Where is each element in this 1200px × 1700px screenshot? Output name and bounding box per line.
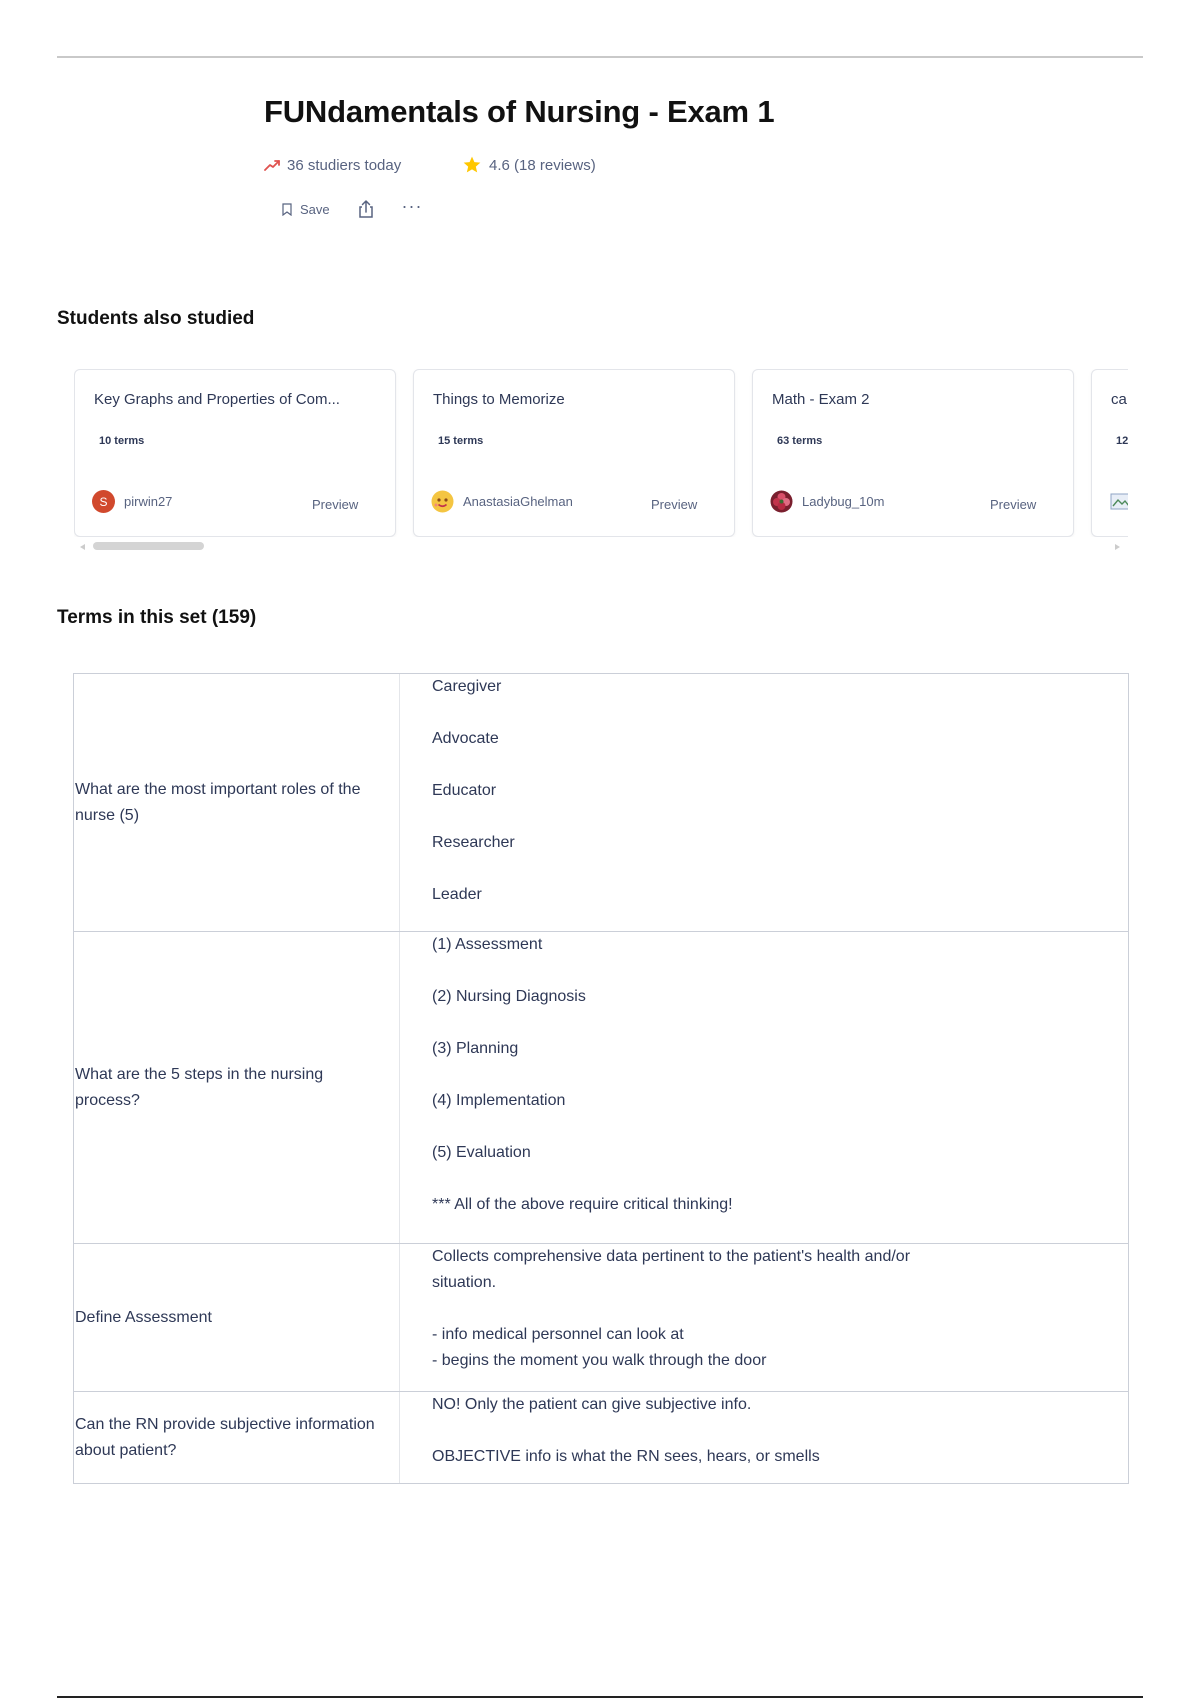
avatar (1109, 490, 1128, 513)
answer-line (432, 958, 1128, 984)
card-title: ca (1111, 391, 1127, 408)
card-title: Key Graphs and Properties of Com... (94, 391, 340, 408)
related-set-card[interactable] (752, 369, 1074, 537)
term-question: What are the 5 steps in the nursing process? (74, 932, 400, 1243)
related-set-card[interactable] (413, 369, 735, 537)
studiers-today (264, 154, 401, 176)
answer-line (432, 752, 1128, 778)
answer-line (432, 804, 1128, 830)
answer-line: (2) Nursing Diagnosis (432, 988, 586, 1005)
answer-line (432, 1166, 1128, 1192)
answer-line (432, 1010, 1128, 1036)
terms-table (73, 673, 1129, 1484)
card-term-count: 15 terms (438, 435, 484, 447)
answer-line (432, 1418, 1128, 1444)
answer-line: Advocate (432, 730, 499, 747)
term-question: Define Assessment (74, 1244, 400, 1391)
term-row (74, 931, 1128, 1243)
broken-image-icon (1109, 490, 1128, 513)
card-author[interactable] (431, 490, 573, 513)
related-set-card[interactable] (1091, 369, 1128, 537)
author-name: AnastasiaGhelman (463, 494, 573, 509)
term-question: What are the most important roles of the nurse (5) (74, 674, 400, 931)
term-row (74, 1391, 1128, 1483)
answer-line: - begins the moment you walk through the door (432, 1352, 767, 1369)
term-answer (400, 932, 1128, 1243)
answer-line: (5) Evaluation (432, 1144, 531, 1161)
answer-line: OBJECTIVE info is what the RN sees, hears, or smells (432, 1448, 820, 1465)
avatar: S (92, 490, 115, 513)
scroll-left-arrow-icon[interactable] (80, 544, 85, 550)
avatar (770, 490, 793, 513)
set-actions (282, 196, 424, 222)
avatar (431, 490, 454, 513)
answer-line: - info medical personnel can look at (432, 1326, 684, 1343)
rating-text: 4.6 (18 reviews) (489, 156, 596, 174)
answer-line (432, 856, 1128, 882)
card-author[interactable] (1109, 490, 1128, 513)
rating[interactable] (462, 154, 596, 176)
preview-button[interactable]: Preview (990, 497, 1037, 512)
flower-avatar-icon (770, 490, 793, 513)
answer-line: *** All of the above require critical thinking! (432, 1196, 733, 1213)
page-title: FUNdamentals of Nursing - Exam 1 (264, 94, 775, 129)
answer-line: situation. (432, 1274, 497, 1291)
answer-line (432, 1296, 1128, 1322)
preview-button[interactable]: Preview (312, 497, 359, 512)
term-answer (400, 1392, 1128, 1483)
bookmark-icon (282, 203, 292, 216)
card-term-count: 10 terms (99, 435, 145, 447)
answer-line: Educator (432, 782, 497, 799)
scroll-right-arrow-icon[interactable] (1115, 544, 1120, 550)
share-icon (357, 199, 375, 219)
studiers-count-text: 36 studiers today (287, 156, 402, 174)
answer-line: NO! Only the patient can give subjective info. (432, 1396, 752, 1413)
author-name: Ladybug_10m (802, 494, 885, 509)
answer-line: (4) Implementation (432, 1092, 566, 1109)
share-button[interactable] (354, 199, 378, 219)
term-row (74, 1243, 1128, 1391)
answer-line: Researcher (432, 834, 515, 851)
term-answer (400, 1244, 1128, 1391)
carousel-scrollbar[interactable] (74, 540, 1128, 552)
bottom-divider (57, 1696, 1143, 1698)
students-also-studied-heading: Students also studied (57, 308, 255, 329)
card-title: Things to Memorize (433, 391, 565, 408)
answer-line: Caregiver (432, 678, 502, 695)
answer-line: Leader (432, 886, 482, 903)
answer-line (432, 1114, 1128, 1140)
card-author[interactable] (92, 490, 172, 513)
answer-line: Collects comprehensive data pertinent to the patient's health and/or (432, 1248, 911, 1265)
term-answer (400, 674, 1128, 931)
emoji-face-icon (431, 490, 454, 513)
scrollbar-thumb[interactable] (93, 542, 204, 550)
term-question: Can the RN provide subjective information about patient? (74, 1392, 400, 1483)
card-author[interactable] (770, 490, 884, 513)
card-term-count: 12 (1116, 435, 1128, 447)
answer-line (432, 1062, 1128, 1088)
top-divider (57, 56, 1143, 58)
trending-up-icon (264, 159, 280, 171)
card-title: Math - Exam 2 (772, 391, 870, 408)
related-set-card[interactable] (74, 369, 396, 537)
card-term-count: 63 terms (777, 435, 823, 447)
answer-line: (3) Planning (432, 1040, 519, 1057)
save-label: Save (300, 201, 330, 217)
save-button[interactable] (282, 202, 342, 217)
answer-line: (1) Assessment (432, 936, 543, 953)
term-row (74, 674, 1128, 931)
more-options-button[interactable]: ··· (401, 196, 423, 216)
related-sets-carousel (74, 369, 1128, 537)
star-icon (462, 155, 482, 175)
answer-line (432, 700, 1128, 726)
author-name: pirwin27 (124, 494, 173, 509)
preview-button[interactable]: Preview (651, 497, 698, 512)
terms-heading: Terms in this set (159) (57, 607, 257, 628)
